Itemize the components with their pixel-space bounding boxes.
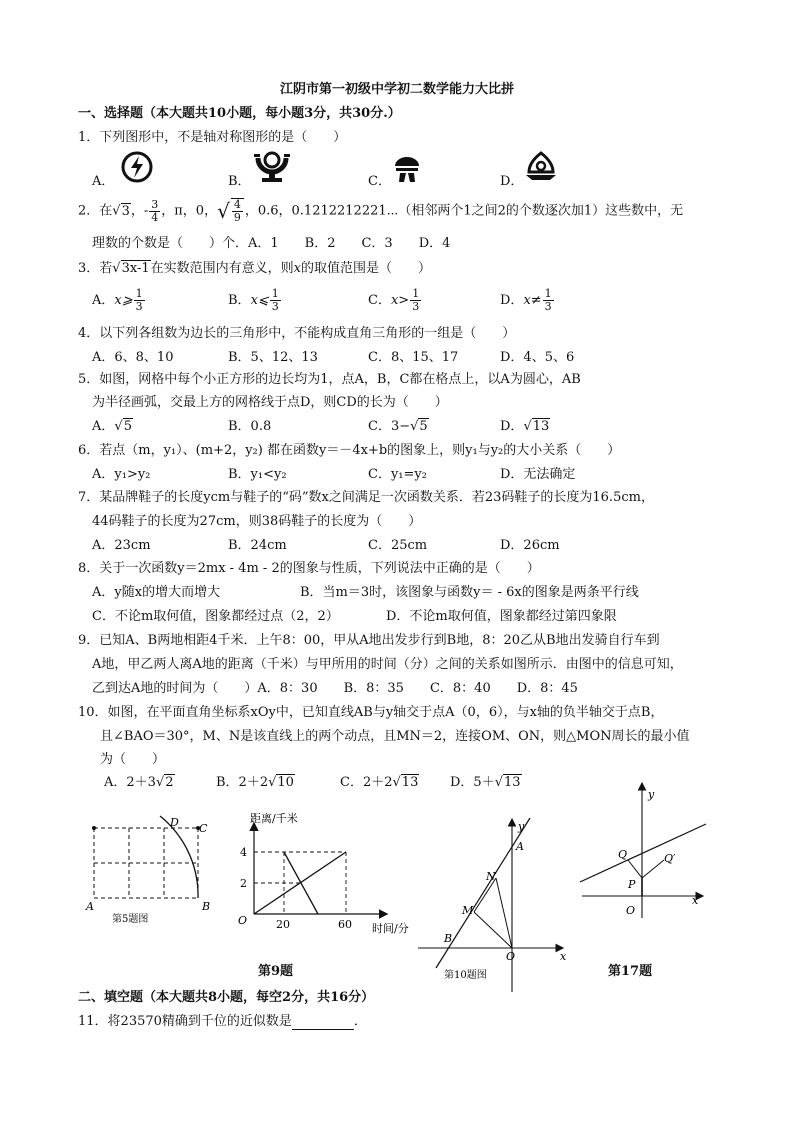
fraction-3-4: $\frac{3}{4}$ (151, 197, 159, 224)
q8-opt-d: D．不论m取何值，图象都经过第四象限 (386, 609, 617, 624)
q5-opt-a: A．√5 (92, 419, 132, 434)
q4-opt-d: D．4、5、6 (500, 350, 575, 365)
cup-logo-icon (252, 148, 292, 184)
fig17-q-label: Q (618, 848, 628, 861)
fig10-n-label: N (486, 870, 496, 883)
q1-opt-b: B． (228, 174, 251, 189)
q10-line2: 且∠BAO＝30°，M、N是该直线上的两个动点，且MN＝2，连接OM、ON，则△MON周长的最小值 (100, 729, 690, 744)
q5-opt-b: B．0.8 (228, 419, 272, 434)
fig5-caption: 第5题图 (112, 914, 149, 925)
q1-stem: 1．下列图形中，不是轴对称图形的是（ ） (78, 130, 347, 145)
fig10-y-label: y (518, 820, 525, 833)
q11-answer-blank[interactable] (292, 1016, 354, 1030)
fig9-caption: 第9题 (258, 964, 294, 979)
q9-line1: 9．已知A、B两地相距4千米．上午8：00，甲从A地出发步行到B地，8：20乙从B地出发骑自行车到 (78, 633, 660, 648)
q9-line2: A地，甲乙两人离A地的距离（千米）与甲所用的时间（分）之间的关系如图所示．由图中的信息可知， (92, 657, 683, 672)
q5-line1: 5．如图，网格中每个小正方形的边长均为1，点A，B，C都在格点上，以A为圆心，AB (78, 372, 581, 387)
q1-opt-c: C． (368, 174, 391, 189)
fig9-origin: O (238, 914, 248, 927)
q5-line2: 为半径画弧，交最上方的网格线于点D，则CD的长为（ ） (92, 395, 448, 410)
q10-line1: 10．如图，在平面直角坐标系xOy中，已知直线AB与y轴交于点A（0，6），与x轴的负半轴交于点B， (78, 705, 664, 720)
fig17-line (580, 824, 706, 882)
q6-opt-d: D．无法确定 (500, 467, 576, 482)
fig17-o-label: O (626, 904, 636, 917)
q7-line1: 7．某品牌鞋子的长度ycm与鞋子的“码”数x之间满足一次函数关系．若23码鞋子的长度为16.5cm， (78, 490, 654, 505)
q8-opt-c: C．不论m取何值，图象都经过点（2，2） (92, 609, 339, 624)
section-heading-fill: 二、填空题（本大题共8小题，每空2分，共16分） (78, 990, 375, 1005)
q3-opt-d: D．x≠ $\frac{1}{3}$ (500, 287, 552, 313)
q6-stem: 6．若点（m，y₁）、(m+2，y₂) 都在函数y＝－4x+b的图象上，则y₁与y₂的大小关系（ ） (78, 443, 621, 458)
figure-q9-graph (226, 806, 422, 938)
fig17-qprime-label: Q′ (664, 852, 676, 865)
q4-opt-b: B．5、12、13 (228, 350, 318, 365)
q5-opt-c: C．3−√5 (368, 419, 428, 434)
fig17-p-label: P (628, 878, 636, 891)
fig17-y-label: y (648, 788, 655, 801)
q1-opt-d: D． (500, 174, 524, 189)
q3-opt-c: C．x> $\frac{1}{3}$ (368, 287, 420, 313)
page-title: 江阴市第一初级中学初二数学能力大比拼 (280, 82, 515, 97)
q6-opt-b: B．y₁<y₂ (228, 467, 287, 482)
q10-opt-c: C．2＋2√13 (340, 775, 419, 790)
fig10-caption: 第10题图 (444, 970, 487, 981)
fig17-caption: 第17题 (608, 964, 653, 979)
y-tick-4: 4 (240, 846, 247, 859)
fig9-ylabel: 距离/千米 (250, 812, 298, 825)
dome-logo-icon (524, 150, 558, 182)
figure-q10-coordinate (412, 812, 578, 998)
fig10-x-label: x (560, 950, 567, 963)
label-a: A (86, 900, 94, 913)
q7-opt-c: C．25cm (368, 538, 428, 553)
sqrt-4-9: $\frac{4}{9}$ (231, 198, 244, 224)
section-heading-choice: 一、选择题（本大题共10小题，每小题3分，共30分.） (78, 106, 401, 121)
cap-logo-icon (392, 154, 422, 184)
q7-opt-d: D．26cm (500, 538, 560, 553)
q6-opt-c: C．y₁=y₂ (368, 467, 427, 482)
q7-opt-b: B．24cm (228, 538, 287, 553)
q7-line2: 44码鞋子的长度为27cm，则38码鞋子的长度为（ ） (92, 514, 422, 529)
q4-stem: 4．以下列各组数为边长的三角形中，不能构成直角三角形的一组是（ ） (78, 326, 516, 341)
q10-opt-a: A．2＋3√2 (104, 775, 174, 790)
q1-opt-a: A． (92, 174, 115, 189)
q8-opt-b: B．当m＝3时，该图象与函数y＝ - 6x的图象是两条平行线 (300, 585, 639, 600)
fig10-o-label: O (506, 950, 516, 963)
q10-opt-b: B．2＋2√10 (216, 775, 294, 790)
q6-opt-a: A．y₁>y₂ (92, 467, 151, 482)
q7-opt-a: A．23cm (92, 538, 151, 553)
line-jia (254, 852, 346, 914)
q2-line1: 2．在√3，- $\frac{3}{4}$ ，π，0，√ $\frac{4}{9}$ ，0.6，0.1212212221⋯（相邻两个1之间2的个数逐次加1）这些数中，无 (78, 197, 684, 224)
x-tick-20: 20 (276, 918, 290, 931)
fig9-xlabel: 时间/分 (372, 922, 409, 935)
label-c: C (199, 822, 208, 835)
q4-opt-a: A．6、8、10 (92, 350, 174, 365)
figure-q5-grid (84, 812, 216, 928)
q8-opt-a: A．y随x的增大而增大 (92, 585, 221, 600)
figure-q17-coordinate (574, 778, 714, 928)
label-b: B (202, 900, 211, 913)
q8-stem: 8．关于一次函数y＝2mx - 4m - 2的图象与性质，下列说法中正确的是（ ） (78, 561, 540, 576)
q10-opt-d: D．5＋√13 (450, 775, 521, 790)
x-tick-60: 60 (338, 918, 352, 931)
fig10-m-label: M (462, 904, 474, 917)
q3-opt-b: B．x⩽ $\frac{1}{3}$ (228, 287, 279, 313)
q5-opt-d: D．√13 (500, 419, 550, 434)
q11-stem: 11．将23570精确到千位的近似数是 ． (78, 1014, 367, 1029)
fig10-a-label: A (516, 840, 524, 853)
fig10-b-label: B (444, 932, 453, 945)
q3-opt-a: A．x⩾ $\frac{1}{3}$ (92, 287, 143, 313)
q9-line3: 乙到达A地的时间为（ ）A．8：30 B．8：35 C．8：40 D．8：45 (92, 681, 578, 696)
q3-stem: 3．若√3x-1在实数范围内有意义，则x的取值范围是（ ） (78, 261, 431, 276)
q2-line2: 理数的个数是（ ）个．A．1 B．2 C．3 D．4 (92, 236, 451, 251)
fig17-x-label: x (692, 894, 699, 907)
y-tick-2: 2 (240, 877, 247, 890)
sqrt-3: 3 (121, 203, 130, 219)
q10-line3: 为（ ） (100, 752, 166, 767)
label-d: D (170, 816, 179, 829)
lightning-logo-icon (120, 150, 154, 184)
q4-opt-c: C．8、15、17 (368, 350, 459, 365)
